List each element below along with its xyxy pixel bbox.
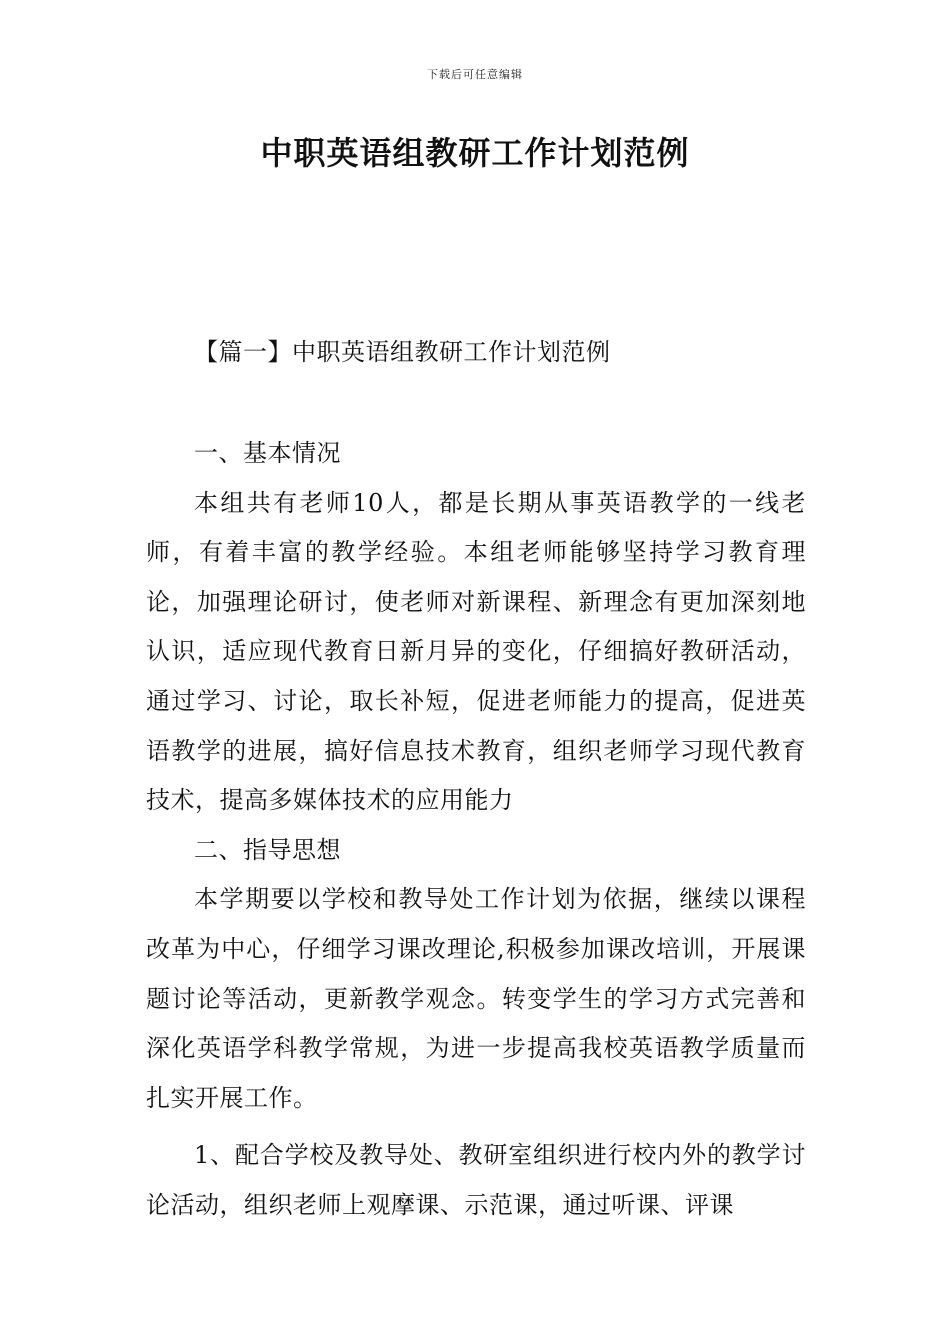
header-note: 下载后可任意编辑 [427, 68, 523, 81]
document-subtitle: 【篇一】中职英语组教研工作计划范例 [194, 338, 611, 366]
paragraph-guiding-ideology: 本学期要以学校和教导处工作计划为依据，继续以课程改革为中心，仔细学习课改理论,积极参加课改培训，开展课题讨论等活动，更新教学观念。转变学生的学习方式完善和深化英语学科教学常规，为进一步提高我校英语教学质量而扎实开展工作。 [146, 885, 806, 1112]
section-heading-basic-info: 一、基本情况 [194, 439, 341, 467]
section-heading-guiding-ideology: 二、指导思想 [194, 835, 341, 864]
paragraph-item-1: 1、配合学校及教导处、教研室组织进行校内外的教学讨论活动，组织老师上观摩课、示范课，通过听课、评课 [146, 1141, 806, 1219]
paragraph-basic-info: 本组共有老师10人，都是长期从事英语教学的一线老师，有着丰富的教学经验。本组老师能够坚持学习教育理论，加强理论研讨，使老师对新课程、新理念有更加深刻地认识，适应现代教育日新月异的变化，仔细搞好教研活动，通过学习、讨论，取长补短，促进老师能力的提高，促进英语教学的进展，搞好信息技术教育，组织老师学习现代教育技术，提高多媒体技术的应用能力 [146, 488, 806, 815]
document-title: 中职英语组教研工作计划范例 [260, 134, 690, 172]
document-body [146, 429, 806, 1231]
